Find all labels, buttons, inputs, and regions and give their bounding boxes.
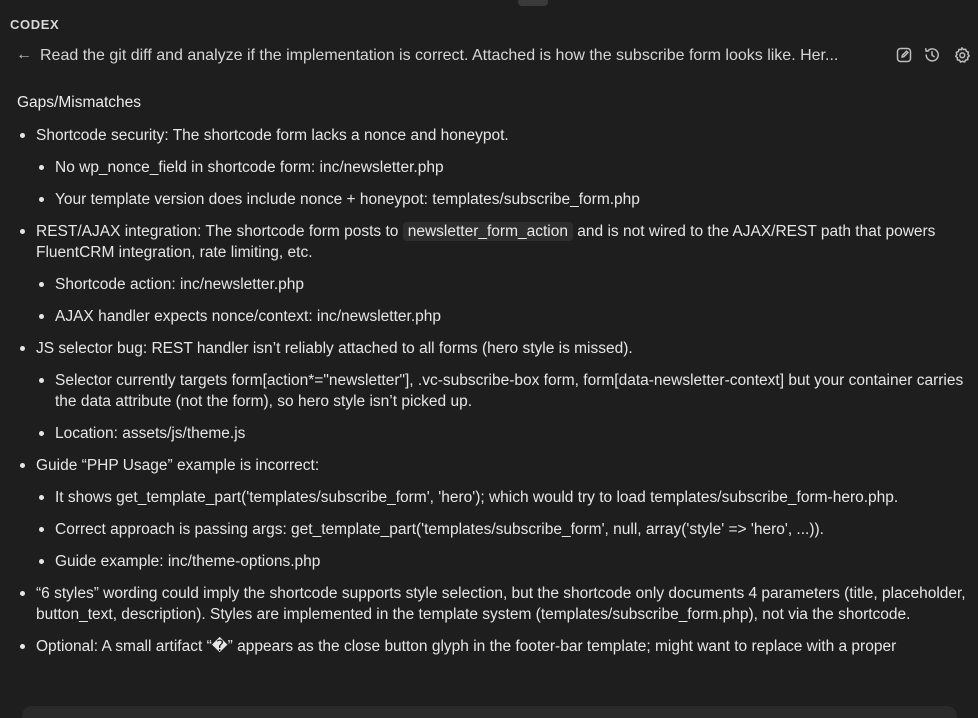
sub-list [36, 487, 967, 572]
list-item-text: JS selector bug: REST handler isn’t reliably attached to all forms (hero style is missed). [36, 340, 633, 357]
sub-list-item: Location: assets/js/theme.js [36, 423, 967, 444]
sub-list-item: Shortcode action: inc/newsletter.php [36, 274, 967, 295]
sub-list-item: Selector currently targets form[action*="newsletter"], .vc-subscribe-box form, form[data-newsletter-context] but your container carries the data attribute (not the form), so hero style isn’t picked up. [36, 370, 967, 412]
sub-list-item: AJAX handler expects nonce/context: inc/newsletter.php [36, 306, 967, 327]
sub-list-item: Your template version does include nonce + honeypot: templates/subscribe_form.php [36, 189, 967, 210]
list-item-text: Shortcode security: The shortcode form lacks a nonce and honeypot. [36, 127, 509, 144]
sub-list-item: No wp_nonce_field in shortcode form: inc/newsletter.php [36, 157, 967, 178]
message-content [17, 92, 967, 668]
sub-list [36, 157, 967, 210]
list-item [17, 221, 967, 327]
list-item-text: “6 styles” wording could imply the shortcode supports style selection, but the shortcode only documents 4 parameters (title, placeholder, button_text, description). Styles are implemented in the template system (templates/subscribe_form.php), not via the shortcode. [36, 585, 966, 623]
section-heading: Gaps/Mismatches [17, 94, 142, 111]
list-item-text: Guide “PHP Usage” example is incorrect: [36, 457, 320, 474]
edit-icon[interactable] [895, 46, 913, 64]
list-item [17, 125, 967, 210]
sub-list-item: Guide example: inc/theme-options.php [36, 551, 967, 572]
list-item-text: and is not wired to the AJAX/REST path that powers FluentCRM integration, rate limiting, etc. [36, 223, 936, 261]
back-arrow-icon[interactable]: ← [16, 46, 32, 63]
list-item [17, 583, 967, 625]
sub-list [36, 370, 967, 444]
app-label: CODEX [10, 17, 60, 32]
list-item-text: REST/AJAX integration: The shortcode form posts to [36, 223, 399, 240]
settings-icon[interactable] [953, 46, 971, 64]
thread-header [0, 42, 978, 70]
sub-list-item: Correct approach is passing args: get_template_part('templates/subscribe_form', null, array('style' => 'hero', ...)). [36, 519, 967, 540]
thread-title: Read the git diff and analyze if the implementation is correct. Attached is how the subscribe form looks like. Her... [40, 47, 839, 64]
composer-edge [22, 706, 957, 718]
list-item [17, 455, 967, 572]
list-item [17, 636, 967, 657]
history-icon[interactable] [923, 46, 941, 64]
list-item-text: Optional: A small artifact “�” appears as the close button glyph in the footer-bar template; might want to replace with a proper [36, 638, 897, 655]
sub-list [36, 274, 967, 327]
list-item [17, 338, 967, 444]
inline-code: newsletter_form_action [403, 222, 573, 241]
findings-list [17, 125, 967, 657]
sub-list-item: It shows get_template_part('templates/subscribe_form', 'hero'); which would try to load templates/subscribe_form-hero.php. [36, 487, 967, 508]
window-drag-handle[interactable] [518, 0, 548, 6]
